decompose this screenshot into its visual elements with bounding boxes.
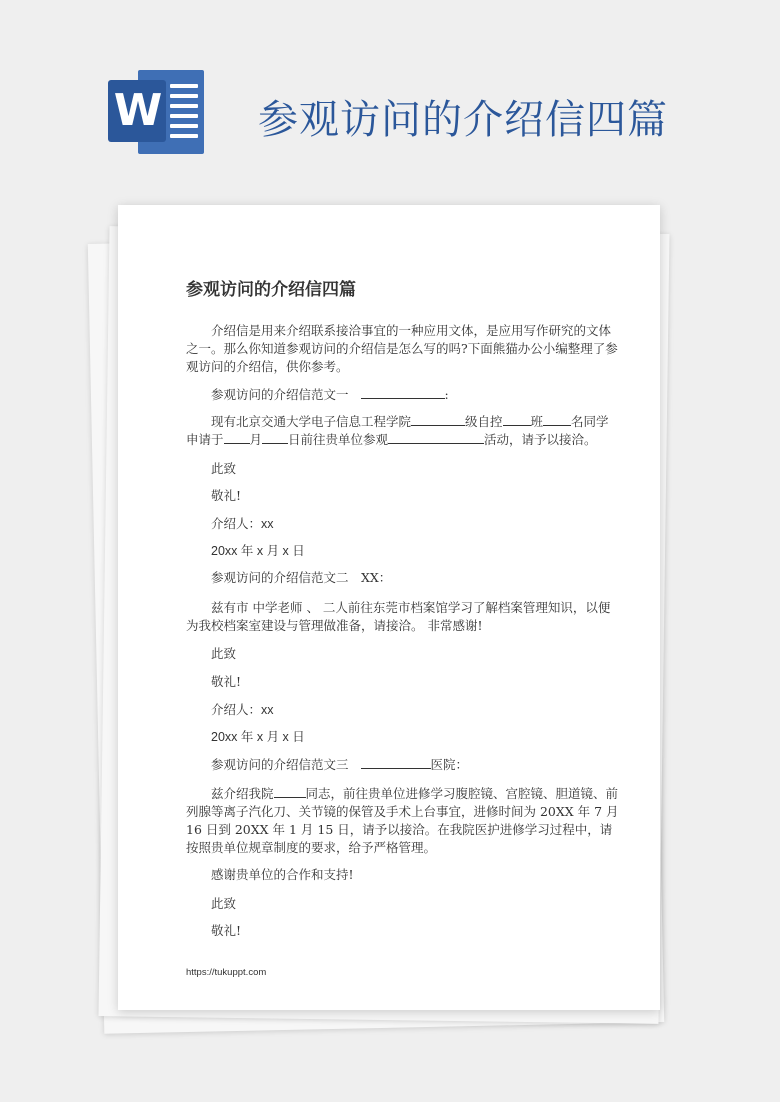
sample2-body: 兹有市 中学老师 、 二人前往东莞市档案馆学习了解档案管理知识，以便为我校档案室建设与管理做准备，请接洽。 非常感谢! — [186, 600, 611, 633]
sample3-thanks: 感谢贵单位的合作和支持! — [211, 867, 354, 882]
document-page — [118, 205, 660, 1010]
sample2-closing-1: 此致 — [211, 646, 237, 661]
sample2-heading: 参观访问的介绍信范文二 XX： — [211, 570, 392, 585]
sample3-body: 兹介绍我院 同志，前往贵单位进修学习腹腔镜、宫腔镜、胆道镜、前列腺等离子汽化刀、关节镜的保管及手术上台事宜，进修时间为 20XX 年 7 月 16 日到 20XX 年 1 月 15 日，请予以接洽。在我院医护进修学习过程中，请按照贵单位规章制度的要求，给予严格管理。 — [186, 786, 619, 855]
sample1-closing-1: 此致 — [211, 461, 237, 476]
banner-title: 参观访问的介绍信四篇 — [258, 97, 668, 143]
sample1-closing-2: 敬礼! — [211, 488, 242, 503]
sample3-closing-2: 敬礼! — [211, 923, 242, 938]
sample1-heading: 参观访问的介绍信范文一 : — [211, 387, 449, 402]
sample2-introducer: 介绍人：xx — [211, 703, 274, 717]
intro-paragraph: 介绍信是用来介绍联系接洽事宜的一种应用文体，是应用写作研究的文体之一。那么你知道参观访问的介绍信是怎么写的吗?下面熊猫办公小编整理了参观访问的介绍信，供你参考。 — [186, 323, 618, 374]
sample1-introducer: 介绍人：xx — [211, 517, 274, 531]
sample3-closing-1: 此致 — [211, 896, 237, 911]
word-app-icon — [108, 62, 208, 162]
sample1-body-line1: 现有北京交通大学电子信息工程学院 级自控 班 名同学 — [211, 414, 609, 429]
sample1-date: 20xx 年 x 月 x 日 — [211, 544, 305, 558]
word-logo-letter: W — [108, 80, 166, 142]
sample3-heading: 参观访问的介绍信范文三 医院： — [211, 757, 469, 772]
sample2-closing-2: 敬礼! — [211, 674, 242, 689]
footer-link[interactable]: https://tukuppt.com — [186, 967, 267, 978]
sample1-body-line2: 申请于 月 日前往贵单位参观 活动，请予以接洽。 — [186, 432, 597, 447]
document-title: 参观访问的介绍信四篇 — [186, 280, 356, 300]
sample2-date: 20xx 年 x 月 x 日 — [211, 730, 305, 744]
